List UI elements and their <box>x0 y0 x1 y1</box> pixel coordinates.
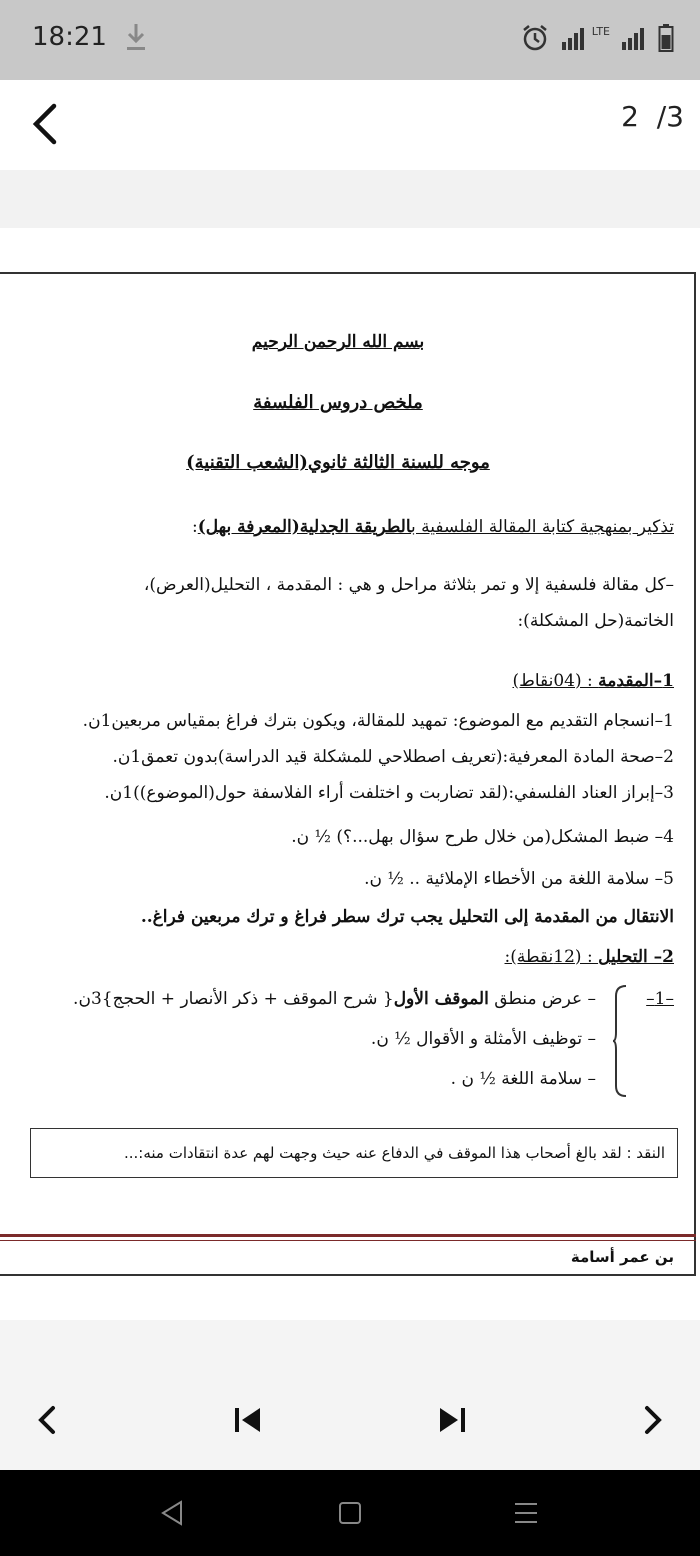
reminder-line <box>10 514 674 540</box>
battery-icon <box>658 23 674 53</box>
position-item-third: – سلامة اللغة ½ ن . <box>450 1069 596 1089</box>
document-content <box>0 274 696 1278</box>
viewer-nav-bar <box>0 1320 700 1470</box>
system-recents-button[interactable] <box>506 1495 546 1531</box>
last-page-button[interactable] <box>424 1390 480 1450</box>
intro-heading-points: : (04نقاط) <box>512 671 599 691</box>
position-item-first-suffix: { شرح الموقف + ذكر الأنصار + الحجج}3ن. <box>73 989 394 1009</box>
alarm-icon <box>520 23 550 53</box>
analysis-heading-label: 2– التحليل <box>598 947 674 967</box>
intro-item: 1–انسجام التقديم مع الموضوع: تمهيد للمقالة، ويكون بترك فراغ بمقياس مربعين1ن. <box>82 711 674 731</box>
footer-rule <box>0 1234 696 1237</box>
doc-title: ملخص دروس الفلسفة <box>253 392 423 413</box>
stages-line-1: –كل مقالة فلسفية إلا و تمر بثلاثة مراحل و هي : المقدمة ، التحليل(العرض)، <box>143 575 674 595</box>
signal-icon-2 <box>620 24 648 52</box>
reminder-suffix: : <box>192 517 198 537</box>
position-item-first <box>10 986 596 1012</box>
intro-item: 5– سلامة اللغة من الأخطاء الإملائية .. ½ ن. <box>364 869 674 889</box>
page-counter: 2 /3 <box>621 100 684 133</box>
basmala: بسم الله الرحمن الرحيم <box>251 332 425 352</box>
position-number: –1– <box>646 989 674 1009</box>
analysis-heading-points: : (12نقطة): <box>504 947 599 967</box>
intro-item: 2–صحة المادة المعرفية:(تعريف اصطلاحي للمشكلة قيد الدراسة)بدون تعمق1ن. <box>112 747 674 767</box>
footer-author: بن عمر أسامة <box>570 1248 674 1266</box>
document-page <box>0 272 696 1276</box>
square-home-icon <box>337 1500 363 1526</box>
chevron-right-icon <box>643 1405 665 1435</box>
first-position-label: الموقف الأول <box>393 989 489 1009</box>
stages-line-2: الخاتمة(حل المشكلة): <box>517 611 674 631</box>
back-button[interactable] <box>24 94 64 154</box>
gray-strip <box>0 170 700 228</box>
position-item-second: – توظيف الأمثلة و الأقوال ½ ن. <box>370 1029 596 1049</box>
prev-page-button[interactable] <box>18 1390 74 1450</box>
analysis-heading <box>10 944 674 970</box>
critique-box <box>30 1128 678 1178</box>
first-page-button[interactable] <box>220 1390 276 1450</box>
network-type: LTE <box>591 24 610 38</box>
transition-note: الانتقال من المقدمة إلى التحليل يجب ترك سطر فراغ و ترك مربعين فراغ.. <box>140 907 674 927</box>
position-item-first-prefix: – عرض منطق <box>488 989 596 1009</box>
intro-item: 4– ضبط المشكل(من خلال طرح سؤال بهل...؟) ½ ن. <box>291 827 674 847</box>
skip-first-icon <box>232 1405 264 1435</box>
critique-text: النقد : لقد بالغ أصحاب هذا الموقف في الدفاع عنه حيث وجهت لهم عدة انتقادات منه:... <box>123 1144 665 1162</box>
reminder-method: الطريقة الجدلية(المعرفة بهل) <box>197 517 412 537</box>
footer-rule-thin <box>0 1240 696 1241</box>
doc-subtitle: موجه للسنة الثالثة ثانوي(الشعب التقنية) <box>186 452 490 473</box>
status-bar <box>0 0 700 80</box>
skip-last-icon <box>436 1405 468 1435</box>
download-icon <box>122 20 150 54</box>
intro-heading <box>10 668 674 694</box>
chevron-left-icon <box>35 1405 57 1435</box>
triangle-back-icon <box>159 1499 185 1527</box>
status-time: 18:21 <box>32 22 107 52</box>
intro-heading-label: 1–المقدمة <box>598 671 674 691</box>
chevron-left-icon <box>30 102 58 146</box>
reminder-prefix: تذكير بمنهجية كتابة المقالة الفلسفية ب <box>411 517 674 537</box>
menu-lines-icon <box>512 1500 540 1526</box>
system-back-button[interactable] <box>152 1495 192 1531</box>
system-home-button[interactable] <box>330 1495 370 1531</box>
status-icons <box>520 20 674 56</box>
intro-item: 3–إبراز العناد الفلسفي:(لقد تضاربت و اختلفت أراء الفلاسفة حول(الموضوع))1ن. <box>104 783 674 803</box>
next-page-button[interactable] <box>626 1390 682 1450</box>
brace-icon <box>612 984 630 1098</box>
app-bar <box>0 80 700 170</box>
